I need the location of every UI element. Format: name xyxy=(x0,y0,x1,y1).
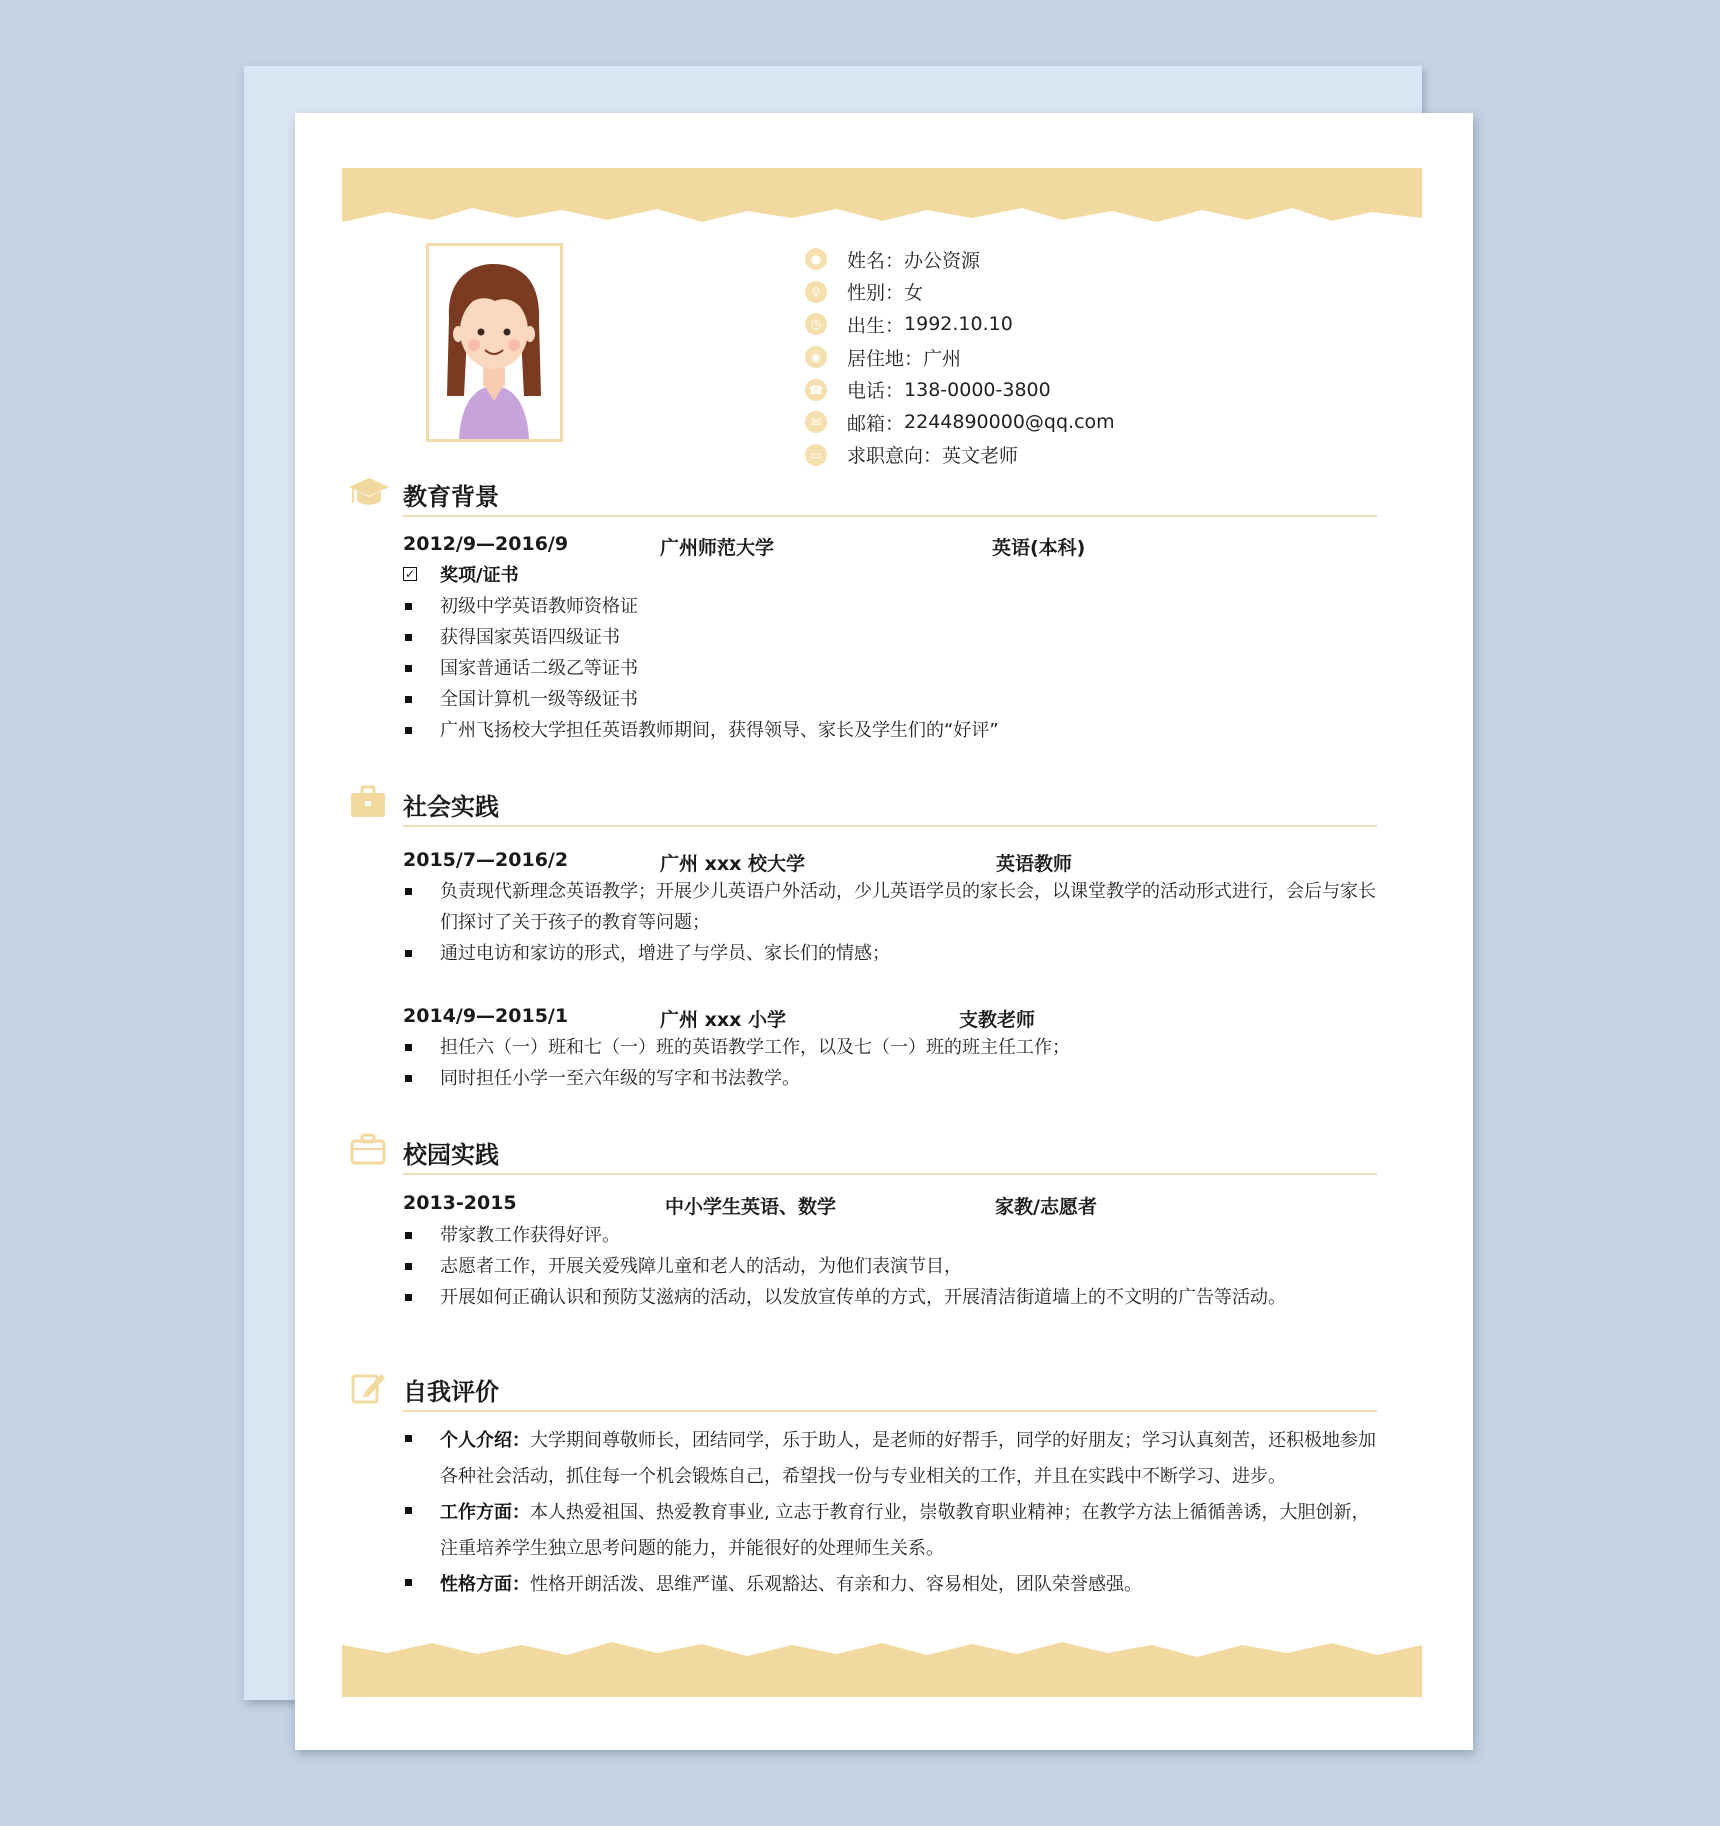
section-divider xyxy=(403,1173,1377,1175)
list-item: 初级中学英语教师资格证 xyxy=(403,591,1383,622)
social-duties-list xyxy=(403,1032,1383,1094)
list-item: 同时担任小学一至六年级的写字和书法教学。 xyxy=(403,1063,1383,1094)
info-label: 电话 xyxy=(847,380,886,403)
graduation-cap-icon xyxy=(347,473,389,511)
section-divider xyxy=(403,1410,1377,1412)
info-label: 居住地 xyxy=(847,347,905,370)
info-separator: ： xyxy=(885,282,905,305)
top-banner xyxy=(342,168,1422,226)
personal-info xyxy=(805,243,1115,471)
list-item: 志愿者工作，开展关爱残障儿童和老人的活动，为他们表演节目， xyxy=(403,1251,1383,1282)
list-item: 担任六（一）班和七（一）班的英语教学工作，以及七（一）班的班主任工作； xyxy=(403,1032,1383,1063)
info-name xyxy=(805,243,1115,276)
resume-page xyxy=(295,113,1473,1750)
info-residence xyxy=(805,341,1115,374)
campus-entry-header xyxy=(403,1192,1363,1220)
info-separator: ： xyxy=(885,314,905,337)
item-text: 大学期间尊敬师长，团结同学，乐于助人，是老师的好帮手，同学的好朋友；学习认真刻苦，还积极地参加各种社会活动，抓住每一个机会锻炼自己，希望找一份与专业相关的工作，并且在实践中不断学习、进步。 xyxy=(440,1430,1376,1487)
awards-heading-label: 奖项/证书 xyxy=(440,565,519,586)
list-item: 通过电访和家访的形式，增进了与学员、家长们的情感； xyxy=(403,938,1383,969)
list-item: 全国计算机一级等级证书 xyxy=(403,684,1383,715)
item-label: 工作方面： xyxy=(440,1502,530,1523)
info-value: 办公资源 xyxy=(904,249,981,272)
pencil-icon xyxy=(347,1368,389,1406)
social-duties-list xyxy=(403,876,1383,969)
mail-icon: ✉ xyxy=(805,411,827,433)
info-email xyxy=(805,406,1115,439)
list-item: 负责现代新理念英语教学；开展少儿英语户外活动，少儿英语学员的家长会，以课堂教学的活动形式进行，会后与家长们探讨了关于孩子的教育等问题； xyxy=(403,876,1383,938)
profile-photo xyxy=(426,243,563,442)
info-job-intention xyxy=(805,439,1115,472)
item-text: 本人热爱祖国、热爱教育事业, 立志于教育行业，崇敬教育职业精神；在教学方法上循循善诱，大胆创新，注重培养学生独立思考问题的能力，并能很好的处理师生关系。 xyxy=(440,1502,1370,1559)
campus-activities-list xyxy=(403,1220,1383,1313)
info-label: 邮箱 xyxy=(847,412,886,435)
info-label: 性别 xyxy=(847,282,886,305)
info-label: 出生 xyxy=(847,314,886,337)
list-item: 开展如何正确认识和预防艾滋病的活动，以发放宣传单的方式，开展清洁街道墙上的不文明的广告等活动。 xyxy=(403,1282,1383,1313)
education-section-header xyxy=(347,473,1377,515)
bottom-banner xyxy=(342,1639,1422,1697)
section-divider xyxy=(403,825,1377,827)
education-entry-header xyxy=(403,533,1363,561)
section-title: 校园实践 xyxy=(403,1141,499,1169)
list-item xyxy=(403,1495,1383,1567)
social-entry-header xyxy=(403,1005,1363,1033)
section-divider xyxy=(403,515,1377,517)
info-separator: ： xyxy=(923,445,943,468)
info-separator: ： xyxy=(904,347,924,370)
info-value: 广州 xyxy=(923,347,962,370)
info-birth xyxy=(805,308,1115,341)
social-organization: 广州 xxx 校大学 xyxy=(660,853,805,875)
section-title: 社会实践 xyxy=(403,793,499,821)
info-value: 138-0000-3800 xyxy=(904,378,1051,401)
info-value: 英文老师 xyxy=(942,445,1019,468)
education-school: 广州师范大学 xyxy=(660,537,775,559)
info-value: 1992.10.10 xyxy=(904,313,1013,336)
social-period: 2014/9—2015/1 xyxy=(403,1005,569,1027)
list-item: 获得国家英语四级证书 xyxy=(403,622,1383,653)
self-evaluation-section-header xyxy=(347,1368,1377,1410)
self-evaluation-list xyxy=(403,1423,1383,1603)
list-item: 国家普通话二级乙等证书 xyxy=(403,653,1383,684)
section-title: 自我评价 xyxy=(403,1378,499,1406)
campus-subject: 中小学生英语、数学 xyxy=(665,1196,837,1218)
list-item: 广州飞扬校大学担任英语教师期间，获得领导、家长及学生们的“好评” xyxy=(403,715,1383,746)
info-phone xyxy=(805,373,1115,406)
info-gender xyxy=(805,276,1115,309)
item-label: 个人介绍： xyxy=(440,1430,530,1451)
section-title: 教育背景 xyxy=(403,483,499,511)
social-role: 支教老师 xyxy=(959,1009,1036,1031)
item-label: 性格方面： xyxy=(440,1574,530,1595)
info-separator: ： xyxy=(885,380,905,403)
info-label: 姓名 xyxy=(847,249,886,272)
campus-period: 2013-2015 xyxy=(403,1192,517,1214)
info-label: 求职意向 xyxy=(847,445,924,468)
education-major: 英语(本科) xyxy=(992,537,1086,559)
list-item: 带家教工作获得好评。 xyxy=(403,1220,1383,1251)
campus-role: 家教/志愿者 xyxy=(995,1196,1097,1218)
education-awards-list xyxy=(403,560,1383,746)
social-role: 英语教师 xyxy=(996,853,1073,875)
campus-section-header xyxy=(347,1131,1377,1173)
info-separator: ： xyxy=(885,249,905,272)
item-text: 性格开朗活泼、思维严谨、乐观豁达、有亲和力、容易相处，团队荣誉感强。 xyxy=(530,1574,1142,1595)
education-period: 2012/9—2016/9 xyxy=(403,533,569,555)
person-icon: ● xyxy=(805,248,827,270)
suitcase-icon xyxy=(347,1131,389,1169)
info-value: 女 xyxy=(904,282,924,305)
info-separator: ： xyxy=(885,412,905,435)
info-value: 2244890000@qq.com xyxy=(904,411,1115,434)
clock-icon: ◷ xyxy=(805,313,827,335)
awards-heading xyxy=(403,560,1383,591)
social-organization: 广州 xxx 小学 xyxy=(660,1009,786,1031)
location-icon: ◉ xyxy=(805,346,827,368)
briefcase-icon: ▭ xyxy=(805,444,827,466)
phone-icon: ☎ xyxy=(805,379,827,401)
list-item xyxy=(403,1423,1383,1495)
social-period: 2015/7—2016/2 xyxy=(403,849,569,871)
list-item xyxy=(403,1567,1383,1603)
social-section-header xyxy=(347,783,1377,825)
gender-icon: ♀ xyxy=(805,281,827,303)
checkbox-icon: ✓ xyxy=(404,567,416,581)
social-entry-header xyxy=(403,849,1363,877)
briefcase-icon xyxy=(347,783,389,821)
